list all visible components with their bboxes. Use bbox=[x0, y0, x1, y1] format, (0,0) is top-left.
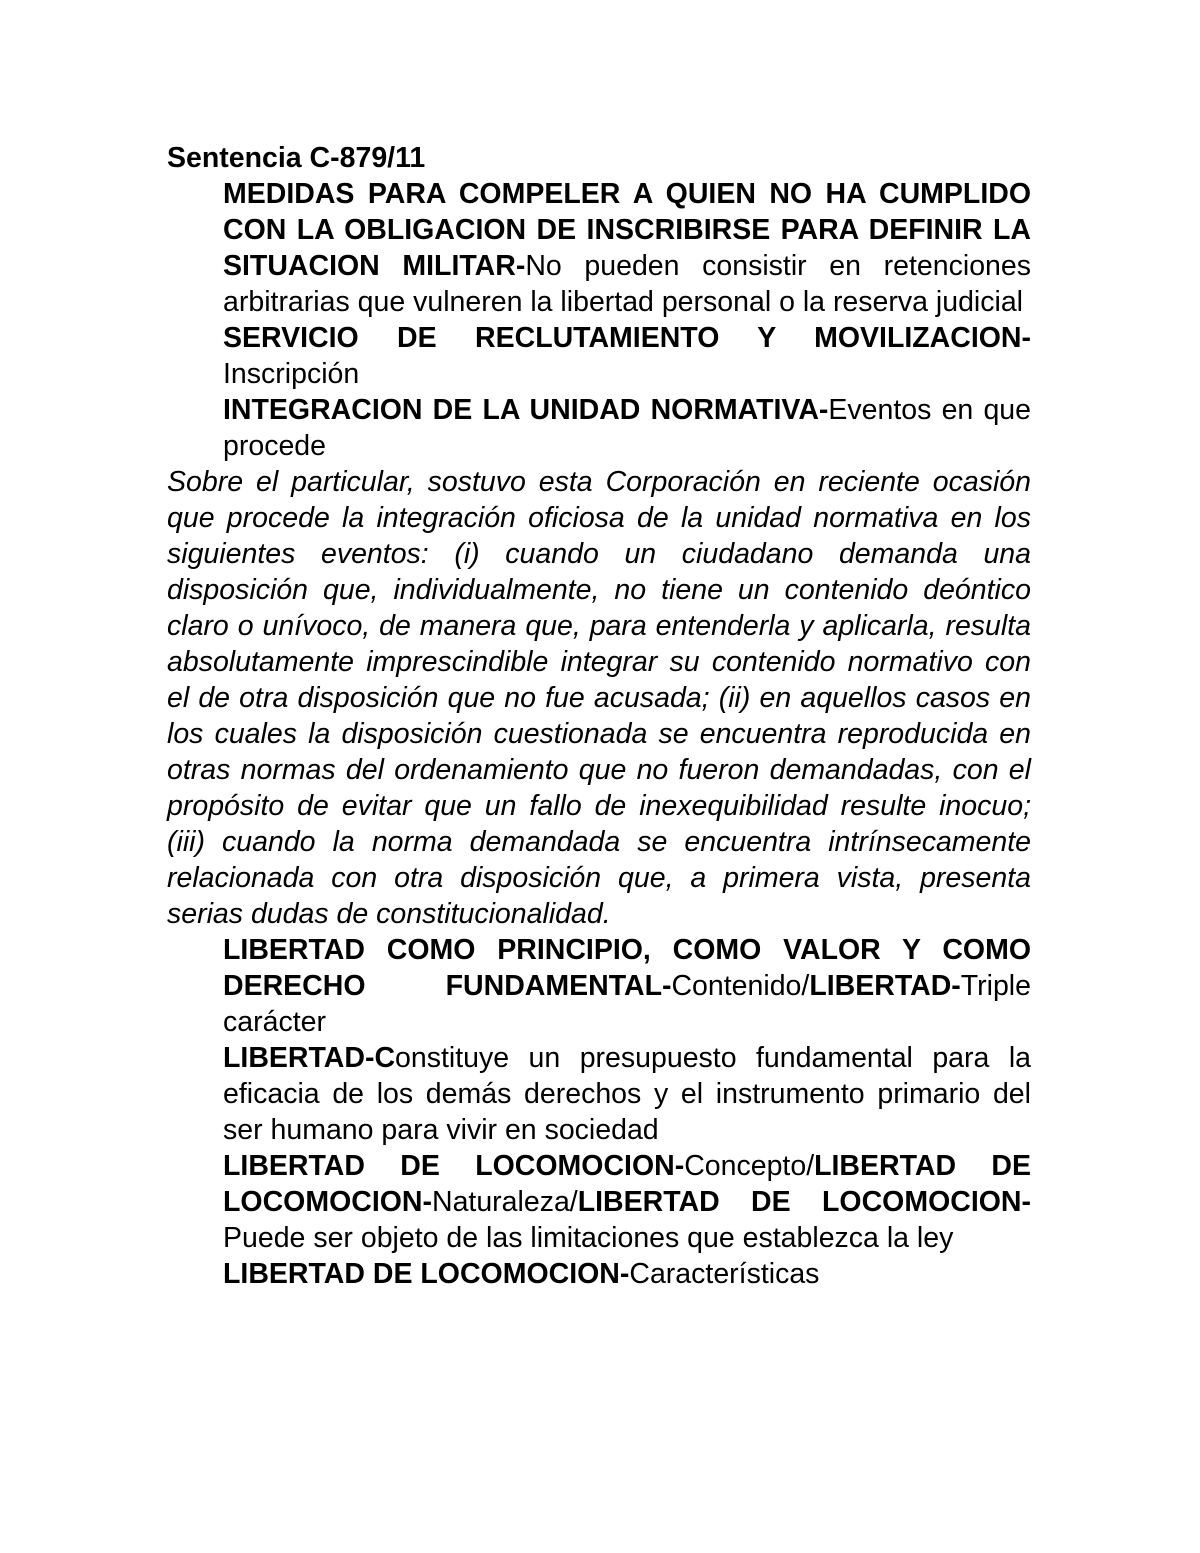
descriptor-heading: LIBERTAD DE LOCOMOCION- bbox=[223, 1150, 685, 1182]
descriptor-heading: LIBERTAD DE LOCOMOCION- bbox=[577, 1186, 1031, 1218]
descriptor-text: Características bbox=[629, 1258, 820, 1290]
descriptor-heading: INTEGRACION DE LA UNIDAD NORMATIVA- bbox=[223, 394, 829, 426]
descriptor-entry bbox=[223, 1256, 1031, 1292]
descriptor-heading: LIBERTAD DE LOCOMOCION- bbox=[223, 1258, 630, 1290]
descriptor-text: No pueden consistir en retenciones arbitrarias que vulneren la libertad personal o la reserva judicial bbox=[223, 250, 1031, 318]
quoted-paragraph: Sobre el particular, sostuvo esta Corporación en reciente ocasión que procede la integración oficiosa de la unidad normativa en los siguientes eventos: (i) cuando un ciudadano demanda una disposición que, individualmente, no tiene un contenido deóntico claro o unívoco, de manera que, para entenderla y aplicarla, resulta absolutamente imprescindible integrar su contenido normativo con el de otra disposición que no fue acusada; (ii) en aquellos casos en los cuales la disposición cuestionada se encuentra reproducida en otras normas del ordenamiento que no fueron demandadas, con el propósito de evitar que un fallo de inexequibilidad resulte inocuo; (iii) cuando la norma demandada se encuentra intrínsecamente relacionada con otra disposición que, a primera vista, presenta serias dudas de constitucionalidad. bbox=[167, 466, 1031, 930]
descriptor-entry bbox=[223, 392, 1031, 464]
descriptor-heading: LIBERTAD COMO PRINCIPIO, COMO VALOR Y COMO DERECHO FUNDAMENTAL- bbox=[223, 934, 1031, 1002]
descriptor-text: onstituye un presupuesto fundamental para la eficacia de los demás derechos y el instrumento primario del ser humano para vivir en sociedad bbox=[223, 1042, 1031, 1146]
descriptor-text: Triple carácter bbox=[223, 970, 1031, 1038]
descriptor-text: Concepto/ bbox=[684, 1150, 815, 1182]
descriptor-entry bbox=[223, 1040, 1031, 1148]
descriptor-heading: LIBERTAD DE LOCOMOCION- bbox=[223, 1150, 1031, 1218]
document-title: Sentencia C-879/11 bbox=[167, 142, 426, 174]
descriptor-list-top bbox=[167, 176, 1031, 464]
descriptor-text: Contenido/ bbox=[671, 970, 810, 1002]
descriptor-heading: SERVICIO DE RECLUTAMIENTO Y MOVILIZACION- bbox=[223, 322, 1031, 354]
descriptor-entry bbox=[223, 932, 1031, 1040]
descriptor-text: Puede ser objeto de las limitaciones que establezca la ley bbox=[223, 1222, 954, 1254]
descriptor-heading: MEDIDAS PARA COMPELER A QUIEN NO HA CUMPLIDO CON LA OBLIGACION DE INSCRIBIRSE PARA DEFINIR LA SITUACION MILITAR- bbox=[223, 178, 1031, 282]
descriptor-heading: LIBERTAD-C bbox=[223, 1042, 396, 1074]
descriptor-entry bbox=[223, 320, 1031, 392]
document-page bbox=[167, 140, 1031, 1292]
descriptor-entry bbox=[223, 176, 1031, 320]
descriptor-text: Naturaleza/ bbox=[431, 1186, 578, 1218]
descriptor-text: Eventos en que procede bbox=[223, 394, 1031, 462]
descriptor-entry bbox=[223, 1148, 1031, 1256]
descriptor-heading: LIBERTAD- bbox=[809, 970, 961, 1002]
descriptor-list-bottom bbox=[167, 932, 1031, 1292]
descriptor-text: Inscripción bbox=[223, 358, 360, 390]
